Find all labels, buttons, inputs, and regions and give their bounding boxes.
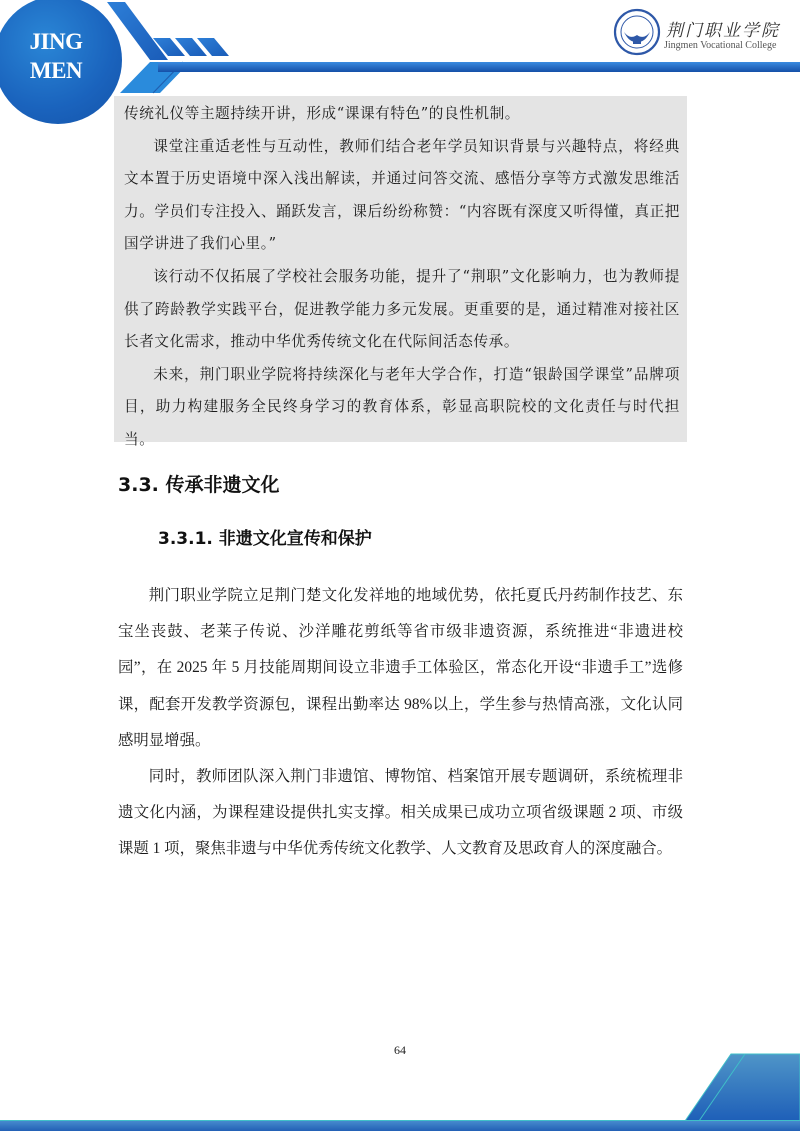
college-name-chinese: 荆门职业学院: [666, 21, 780, 41]
box-paragraph: 传统礼仪等主题持续开讲，形成“课课有特色”的良性机制。: [124, 105, 520, 122]
section-body: [118, 578, 683, 868]
jingmen-badge-text: [0, 27, 118, 85]
box-paragraph: 课堂注重适老性与互动性，教师们结合老年学员知识背景与兴趣特点，将经典文本置于历史语境中深入浅出解读，并通过问答交流、感悟分享等方式激发思维活力。学员们专注投入、踊跃发言，课后纷纷称赞：“内容既有深度又听得懂，真正把国学讲进了我们心里。”: [124, 137, 680, 253]
subsection-heading: 3.3.1. 非遗文化宣传和保护: [158, 529, 372, 549]
badge-line-2: MEN: [29, 58, 83, 83]
footer-decoration: [0, 1050, 800, 1131]
section-heading: 3.3. 传承非遗文化: [118, 474, 280, 496]
badge-line-1: JING: [29, 29, 83, 54]
header-rule: [158, 62, 800, 72]
footer-corner-shape: [685, 1054, 800, 1121]
college-name-english: Jingmen Vocational College: [664, 40, 777, 51]
body-paragraph: 同时，教师团队深入荆门非遗馆、博物馆、档案馆开展专题调研，系统梳理非遗文化内涵，为课程建设提供扎实支撑。相关成果已成功立项省级课题 2 项、市级课题 1 项，聚焦非遗与中华优秀传统文化教学、人文教育及思政育人的深度融合。: [118, 768, 683, 858]
body-paragraph: 荆门职业学院立足荆门楚文化发祥地的地域优势，依托夏氏丹药制作技艺、东宝坐丧鼓、老莱子传说、沙洋雕花剪纸等省市级非遗资源，系统推进“非遗进校园”，在 2025 年 5 月技能周期间设立非遗手工体验区，常态化开设“非遗手工”选修课，配套开发教学资源包，课程出勤率达 98%以上，学生参与热情高涨，文化认同感明显增强。: [118, 587, 683, 749]
box-paragraph: 未来，荆门职业学院将持续深化与老年大学合作，打造“银龄国学课堂”品牌项目，助力构建服务全民终身学习的教育体系，彰显高职院校的文化责任与时代担当。: [124, 365, 680, 448]
page-number: 64: [394, 1043, 406, 1057]
box-paragraph: 该行动不仅拓展了学校社会服务功能，提升了“荆职”文化影响力，也为教师提供了跨龄教学实践平台，促进教学能力多元发展。更重要的是，通过精准对接社区长者文化需求，推动中华优秀传统文化在代际间活态传承。: [124, 267, 680, 351]
highlight-box-text: [124, 98, 680, 457]
footer-rule: [0, 1120, 800, 1131]
